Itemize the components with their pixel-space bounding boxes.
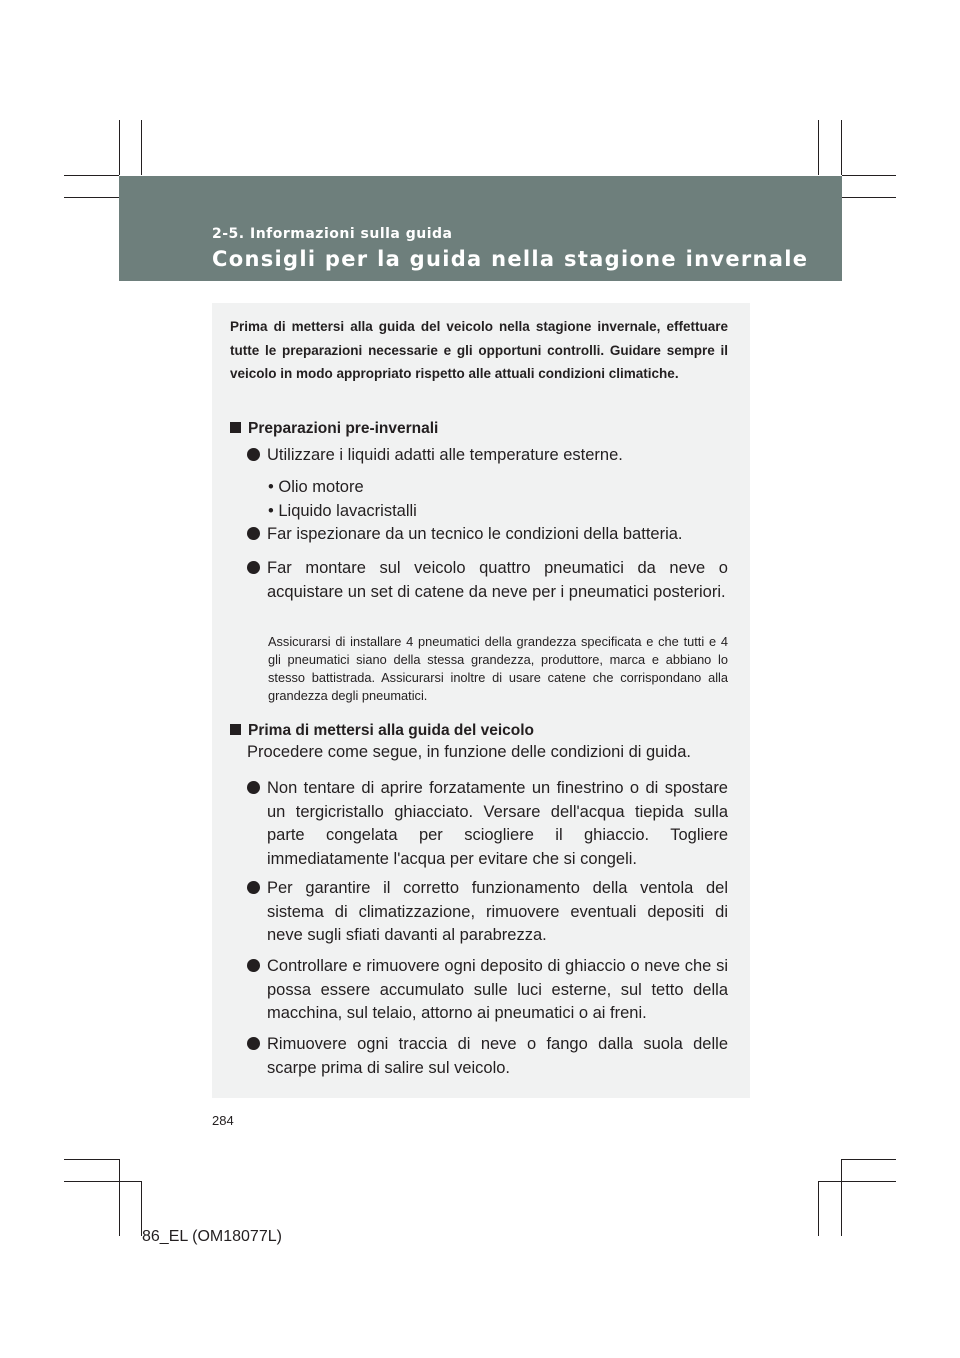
intro-paragraph: Prima di mettersi alla guida del veicolo nella stagione invernale, effettuare tutte le preparazioni necessarie e gli opportuni controlli. Guidare sempre il veicolo in modo appropriato rispetto alle attuali condizioni climatiche.: [230, 319, 728, 381]
crop-mark: [119, 1159, 120, 1236]
list-item: [247, 777, 728, 871]
crop-mark: [64, 197, 119, 198]
bullet-icon: [247, 527, 260, 540]
bullet-icon: [247, 781, 260, 794]
list-item-text: Per garantire il corretto funzionamento della ventola del sistema di climatizzazione, rimuovere eventuali depositi di neve sugli sfiati davanti al parabrezza.: [267, 879, 728, 944]
crop-mark: [841, 1159, 842, 1236]
crop-mark: [842, 197, 896, 198]
page-number: 284: [212, 1113, 234, 1128]
crop-mark: [119, 120, 120, 175]
crop-mark: [818, 1181, 819, 1236]
list-item: [247, 557, 728, 604]
list-item-text: Rimuovere ogni traccia di neve o fango dalla suola delle scarpe prima di salire sul veicolo.: [267, 1035, 728, 1077]
section-intro-text: Procedere come segue, in funzione delle condizioni di guida.: [247, 743, 691, 761]
list-item-text: Far montare sul veicolo quattro pneumatici da neve o acquistare un set di catene da neve per i pneumatici posteriori.: [267, 559, 728, 601]
list-item-text: Controllare e rimuovere ogni deposito di ghiaccio o neve che si possa essere accumulato sulle luci esterne, sul tetto della macchina, sul telaio, attorno ai pneumatici o ai freni.: [267, 957, 728, 1022]
crop-mark: [842, 1159, 896, 1160]
section-heading-text: Prima di mettersi alla guida del veicolo: [248, 722, 534, 739]
crop-mark: [818, 120, 819, 175]
crop-mark: [64, 1181, 141, 1182]
section-heading-text: Preparazioni pre-invernali: [248, 420, 439, 437]
crop-mark: [841, 120, 842, 175]
sub-list-item: • Olio motore: [268, 478, 364, 496]
crop-mark: [141, 120, 142, 175]
bullet-icon: [247, 1037, 260, 1050]
list-item: [247, 1033, 728, 1080]
list-item-text: Far ispezionare da un tecnico le condizioni della batteria.: [267, 525, 683, 543]
note-paragraph: Assicurarsi di installare 4 pneumatici della grandezza specificata e che tutti e 4 gli pneumatici siano della stessa grandezza, produttore, marca e abbiano lo stesso battistrada. Assicurarsi inoltre di usare catene che corrispondano alla grandezza degli pneumatici.: [268, 634, 728, 703]
sub-list-item: • Liquido lavacristalli: [268, 502, 417, 520]
bullet-icon: [247, 881, 260, 894]
bullet-icon: [247, 561, 260, 574]
document-code: 86_EL (OM18077L): [142, 1228, 282, 1245]
list-item-text: Non tentare di aprire forzatamente un finestrino o di spostare un tergicristallo ghiacciato. Versare dell'acqua tiepida sulla parte congelata per sciogliere il ghiaccio. Togliere immediatamente l'acqua per evitare che si congeli.: [267, 779, 728, 868]
bullet-icon: [247, 448, 260, 461]
crop-mark: [818, 1181, 896, 1182]
list-item-text: Utilizzare i liquidi adatti alle temperature esterne.: [267, 446, 623, 464]
crop-mark: [64, 175, 119, 176]
crop-mark: [64, 1159, 119, 1160]
section-heading: [230, 420, 438, 438]
list-item: [247, 523, 728, 547]
list-item: [247, 955, 728, 1026]
list-item: [247, 877, 728, 948]
section-label: 2-5. Informazioni sulla guida: [212, 226, 453, 242]
section-heading: [230, 722, 534, 740]
page-title: Consigli per la guida nella stagione invernale: [212, 247, 809, 271]
list-item: [247, 444, 728, 468]
bullet-icon: [247, 959, 260, 972]
square-bullet-icon: [230, 724, 241, 735]
square-bullet-icon: [230, 422, 241, 433]
crop-mark: [842, 175, 896, 176]
